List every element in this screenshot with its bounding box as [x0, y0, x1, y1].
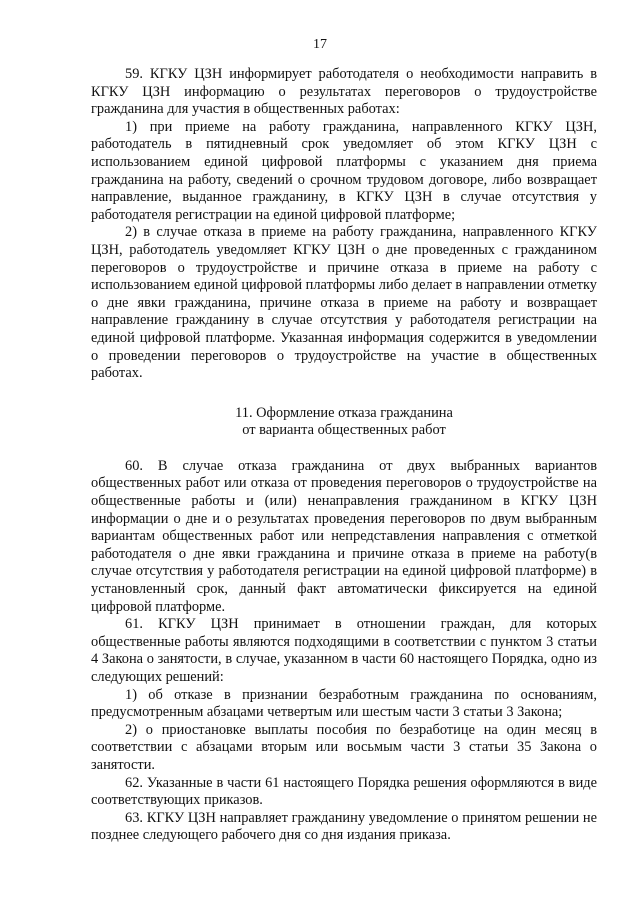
paragraph-60: 60. В случае отказа гражданина от двух выбранных вариантов общественных работ или отказа от проведения переговоров о трудоустройстве на общественные работы и (или) ненаправления гражданином в КГКУ ЦЗН информации о дне и о результатах проведения переговоров по двум выбранным вариантам общественных работ или непредставления направления с отметкой работодателя о дне явки гражданина и причине отказа в приеме на работу(в случае отсутствия у работодателя регистрации на единой цифровой платформе) в установленный срок, данный факт автоматически фиксируется на единой цифровой платформе. — [91, 457, 597, 615]
paragraph-59-item-2: 2) в случае отказа в приеме на работу гражданина, направленного КГКУ ЦЗН, работодатель уведомляет КГКУ ЦЗН о дне проведенных с гражданином переговоров о трудоустройстве и причине отказа в приеме на работу с использованием единой цифровой платформы либо делает в направлении отметку о дне явки гражданина, причине отказа в приеме на работу и возвращает направление гражданину в случае отсутствия у работодателя регистрации на единой цифровой платформе. Указанная информация содержится в уведомлении о проведении переговоров о трудоустройстве на участие в общественных работах. — [91, 224, 597, 382]
paragraph-61-item-1: 1) об отказе в признании безработным гражданина по основаниям, предусмотренным абзацами четвертым или шестым части 3 статьи 3 Закона; — [91, 686, 597, 721]
section-heading — [91, 405, 597, 440]
section-heading-line-2: от варианта общественных работ — [242, 422, 446, 439]
section-heading-line-1: 11. Оформление отказа гражданина — [235, 404, 453, 421]
paragraph-61: 61. КГКУ ЦЗН принимает в отношении граждан, для которых общественные работы являются подходящими в соответствии с пунктом 3 статьи 4 Закона о занятости, в случае, указанном в части 60 настоящего Порядка, одно из следующих решений: — [91, 616, 597, 685]
paragraph-59-item-1: 1) при приеме на работу гражданина, направленного КГКУ ЦЗН, работодатель в пятидневный срок уведомляет об этом КГКУ ЦЗН с использованием единой цифровой платформы с указанием дня приема гражданина на работу, сведений о срочном трудовом договоре, либо возвращает направление, выданное гражданину, в КГКУ ЦЗН в случае отсутствия у работодателя регистрации на единой цифровой платформе; — [91, 118, 597, 223]
paragraph-61-item-2: 2) о приостановке выплаты пособия по безработице на один месяц в соответствии с абзацами вторым или восьмым части 3 статьи 35 Закона о занятости. — [91, 721, 597, 773]
paragraph-59: 59. КГКУ ЦЗН информирует работодателя о необходимости направить в КГКУ ЦЗН информацию о результатах переговоров о трудоустройстве гражданина для участия в общественных работах: — [91, 66, 597, 118]
document-body — [91, 66, 597, 845]
paragraph-62: 62. Указанные в части 61 настоящего Порядка решения оформляются в виде соответствующих приказов. — [91, 774, 597, 809]
paragraph-63: 63. КГКУ ЦЗН направляет гражданину уведомление о принятом решении не позднее следующего рабочего дня со дня издания приказа. — [91, 809, 597, 844]
page-number: 17 — [313, 37, 327, 52]
